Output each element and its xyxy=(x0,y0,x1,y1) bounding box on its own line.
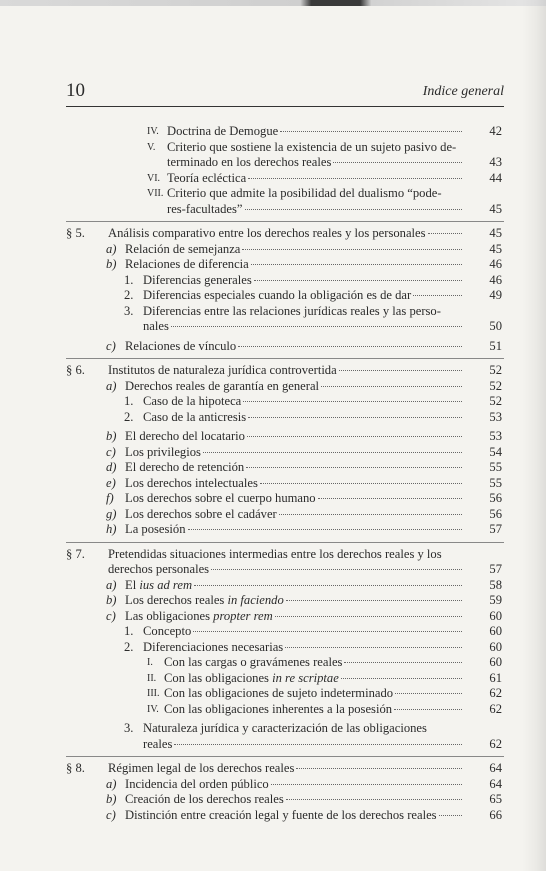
dot-leader xyxy=(238,346,462,347)
toc-entry xyxy=(0,522,546,538)
entry-title xyxy=(125,242,240,258)
entry-page-number: 42 xyxy=(489,124,502,138)
toc-entry xyxy=(0,507,546,523)
entry-marker: II. xyxy=(147,672,157,684)
entry-title-text: Régimen legal de los derechos reales xyxy=(108,761,295,775)
entry-title xyxy=(167,202,243,218)
toc-entry xyxy=(0,140,546,156)
entry-title-latin: propter rem xyxy=(213,608,273,623)
toc-entry xyxy=(0,476,546,492)
entry-marker: f) xyxy=(106,491,114,505)
entry-title xyxy=(167,186,442,202)
toc-entry xyxy=(0,761,546,777)
entry-page-number: 49 xyxy=(489,288,502,302)
toc-entry xyxy=(0,410,546,426)
entry-marker: IV. xyxy=(147,126,159,137)
entry-page-number: 66 xyxy=(489,807,502,822)
toc-entry xyxy=(0,257,546,273)
entry-title xyxy=(167,155,331,171)
entry-title xyxy=(108,562,209,578)
dot-leader xyxy=(246,467,462,468)
entry-title-text: Diferenciaciones necesarias xyxy=(143,639,284,654)
entry-marker: VI. xyxy=(147,172,161,184)
entry-title xyxy=(143,394,241,410)
entry-title xyxy=(125,379,319,395)
entry-title-text: Relaciones de diferencia xyxy=(125,257,249,271)
entry-marker: h) xyxy=(106,522,117,536)
entry-title-latin: in re scriptae xyxy=(272,670,339,685)
entry-page-number: 50 xyxy=(489,319,502,333)
entry-title-text: nales xyxy=(143,319,169,333)
dot-leader xyxy=(333,162,462,163)
entry-title-text: Naturaleza jurídica y caracterización de las obligaciones xyxy=(143,721,427,735)
entry-title-text: terminado en los derechos reales xyxy=(167,155,332,169)
entry-title xyxy=(108,547,442,563)
entry-title-text: Caso de la anticresis xyxy=(143,409,247,424)
entry-title xyxy=(125,339,236,355)
dot-leader xyxy=(243,401,462,402)
entry-title xyxy=(164,655,342,671)
entry-page-number: 54 xyxy=(489,444,502,459)
page-number: 10 xyxy=(66,80,85,101)
dot-leader xyxy=(279,514,462,515)
entry-marker: d) xyxy=(106,460,117,474)
entry-title xyxy=(125,507,277,523)
entry-marker: 1. xyxy=(124,624,134,638)
entry-title-latin: ius ad rem xyxy=(139,577,193,592)
section-divider xyxy=(66,358,504,360)
toc-entry xyxy=(0,792,546,808)
entry-marker: c) xyxy=(106,444,116,459)
dot-leader xyxy=(251,264,462,265)
entry-title xyxy=(108,761,294,777)
entry-title-text: Doctrina de Demogue xyxy=(167,124,279,138)
toc-entry xyxy=(0,202,546,218)
toc-entry xyxy=(0,186,546,202)
entry-title-latin: in faciendo xyxy=(227,593,284,607)
entry-title-text: derechos personales xyxy=(108,562,210,576)
entry-title xyxy=(167,140,456,156)
toc-entry xyxy=(0,363,546,379)
section-number: § 6. xyxy=(66,363,85,377)
entry-title-text: Con las obligaciones xyxy=(164,670,273,685)
entry-marker: 1. xyxy=(124,394,134,408)
entry-page-number: 55 xyxy=(489,460,502,474)
entry-title xyxy=(125,460,244,476)
entry-page-number: 46 xyxy=(489,272,502,287)
dot-leader xyxy=(395,693,462,694)
entry-title xyxy=(164,686,393,702)
toc-entry xyxy=(0,640,546,656)
toc-entry xyxy=(0,702,546,718)
section-divider xyxy=(66,221,504,223)
toc-entry xyxy=(0,578,546,594)
page-header xyxy=(66,80,504,104)
entry-title xyxy=(164,671,339,687)
entry-page-number: 56 xyxy=(489,491,502,505)
dot-leader xyxy=(248,178,462,179)
toc-entry xyxy=(0,737,546,753)
entry-page-number: 62 xyxy=(489,736,502,751)
dot-leader xyxy=(439,815,462,816)
dot-leader xyxy=(428,233,462,234)
entry-title-text: Distinción entre creación legal y fuente de los derechos reales xyxy=(125,807,437,822)
entry-page-number: 57 xyxy=(489,522,502,536)
entry-title xyxy=(143,737,172,753)
entry-page-number: 61 xyxy=(489,670,502,685)
entry-page-number: 65 xyxy=(489,792,502,806)
entry-title-text: Los derechos intelectuales xyxy=(125,475,258,490)
entry-marker: V. xyxy=(147,141,156,153)
entry-title xyxy=(143,624,191,640)
entry-page-number: 45 xyxy=(489,241,502,256)
toc-entry xyxy=(0,721,546,737)
entry-page-number: 60 xyxy=(489,655,502,669)
toc-entry xyxy=(0,460,546,476)
dot-leader xyxy=(339,370,462,371)
entry-page-number: 56 xyxy=(489,506,502,521)
entry-title xyxy=(125,429,245,445)
entry-title xyxy=(108,226,426,242)
dot-leader xyxy=(203,452,462,453)
entry-page-number: 52 xyxy=(489,394,502,408)
entry-title xyxy=(167,124,278,140)
dot-leader xyxy=(194,585,462,586)
entry-title-text: Criterio que admite la posibilidad del dualismo “pode- xyxy=(167,186,442,200)
toc-entry xyxy=(0,226,546,242)
entry-title xyxy=(167,171,246,187)
section-divider xyxy=(66,756,504,758)
entry-marker: 1. xyxy=(124,272,134,287)
entry-marker: a) xyxy=(106,241,117,256)
entry-page-number: 45 xyxy=(489,226,502,240)
entry-marker: VII. xyxy=(147,188,164,199)
dot-leader xyxy=(344,662,462,663)
dot-leader xyxy=(286,600,462,601)
entry-marker: b) xyxy=(106,792,117,806)
entry-title xyxy=(125,257,249,273)
entry-marker: 2. xyxy=(124,409,134,424)
entry-title xyxy=(125,445,201,461)
entry-title xyxy=(164,702,392,718)
section-number: § 5. xyxy=(66,226,85,240)
dot-leader xyxy=(296,768,462,769)
entry-page-number: 64 xyxy=(489,776,502,791)
dot-leader xyxy=(321,386,462,387)
entry-title-text: Incidencia del orden público xyxy=(125,776,269,791)
entry-page-number: 53 xyxy=(489,429,502,443)
entry-page-number: 51 xyxy=(489,338,502,353)
entry-title xyxy=(143,288,411,304)
entry-marker: c) xyxy=(106,807,116,822)
dot-leader xyxy=(242,249,462,250)
dot-leader xyxy=(254,280,462,281)
entry-marker: c) xyxy=(106,608,116,623)
entry-page-number: 55 xyxy=(489,475,502,490)
section-divider xyxy=(66,542,504,544)
entry-title-text: El derecho de retención xyxy=(125,460,245,474)
entry-page-number: 60 xyxy=(489,608,502,623)
entry-page-number: 46 xyxy=(489,257,502,271)
toc-entry xyxy=(0,304,546,320)
entry-title-text: reales xyxy=(143,736,173,751)
entry-title xyxy=(108,363,337,379)
entry-marker: b) xyxy=(106,593,117,607)
toc-entry xyxy=(0,429,546,445)
toc-entry xyxy=(0,593,546,609)
toc-entry xyxy=(0,547,546,563)
toc-entry xyxy=(0,624,546,640)
entry-title-text: Diferencias entre las relaciones jurídicas reales y las perso- xyxy=(143,303,441,318)
entry-page-number: 60 xyxy=(489,624,502,638)
toc-entry xyxy=(0,319,546,335)
toc-entry xyxy=(0,394,546,410)
entry-title-text: Los derechos sobre el cuerpo humano xyxy=(125,491,316,505)
entry-title-text: Con las obligaciones de sujeto indeterminado xyxy=(164,686,394,700)
entry-title xyxy=(143,410,246,426)
entry-title xyxy=(143,640,283,656)
entry-page-number: 45 xyxy=(489,201,502,216)
entry-marker: c) xyxy=(106,338,116,353)
entry-title-text: Institutos de naturaleza jurídica controvertida xyxy=(108,363,337,377)
dot-leader xyxy=(285,647,462,648)
entry-page-number: 62 xyxy=(489,686,502,700)
entry-title-text: Los derechos reales xyxy=(125,593,228,607)
running-title: Indice general xyxy=(422,84,504,99)
entry-title xyxy=(143,304,441,320)
toc-entry xyxy=(0,491,546,507)
entry-marker: 3. xyxy=(124,303,134,318)
header-rule xyxy=(66,106,504,107)
entry-title-text: Análisis comparativo entre los derechos reales y los personales xyxy=(108,226,426,240)
entry-title-text: Derechos reales de garantía en general xyxy=(125,378,320,393)
entry-title xyxy=(125,609,273,625)
entry-title-text: Relaciones de vínculo xyxy=(125,338,237,353)
entry-marker: e) xyxy=(106,475,116,490)
entry-title-text: Las obligaciones xyxy=(125,608,214,623)
dot-leader xyxy=(280,131,462,132)
entry-title xyxy=(125,792,284,808)
entry-marker: a) xyxy=(106,378,117,393)
toc-entry xyxy=(0,379,546,395)
entry-title-text: Relación de semejanza xyxy=(125,241,241,256)
entry-page-number: 59 xyxy=(489,593,502,607)
toc-entry xyxy=(0,155,546,171)
entry-marker: I. xyxy=(147,657,153,668)
entry-page-number: 57 xyxy=(489,562,502,576)
entry-title-text: Concepto xyxy=(143,624,192,638)
entry-title-text: Caso de la hipoteca xyxy=(143,394,242,408)
toc-entry xyxy=(0,562,546,578)
table-of-contents xyxy=(0,124,546,823)
entry-marker: g) xyxy=(106,506,117,521)
toc-entry xyxy=(0,273,546,289)
entry-marker: b) xyxy=(106,257,117,271)
toc-entry xyxy=(0,671,546,687)
section-number: § 8. xyxy=(66,761,85,775)
entry-title-text: Teoría ecléctica xyxy=(167,170,247,185)
entry-title xyxy=(125,476,258,492)
entry-marker: b) xyxy=(106,429,117,443)
entry-title-text: Creación de los derechos reales xyxy=(125,792,284,806)
entry-page-number: 44 xyxy=(489,170,502,185)
entry-title-text: La posesión xyxy=(125,522,186,536)
entry-page-number: 52 xyxy=(489,378,502,393)
dot-leader xyxy=(341,678,462,679)
entry-title xyxy=(125,593,284,609)
entry-marker: a) xyxy=(106,776,117,791)
entry-page-number: 53 xyxy=(489,409,502,424)
entry-marker: 2. xyxy=(124,639,134,654)
entry-page-number: 62 xyxy=(489,701,502,716)
entry-title-text: Pretendidas situaciones intermedias entre los derechos reales y los xyxy=(108,546,442,561)
entry-title-text: Los privilegios xyxy=(125,444,201,459)
entry-title xyxy=(143,721,427,737)
toc-entry xyxy=(0,686,546,702)
dot-leader xyxy=(394,709,462,710)
entry-page-number: 43 xyxy=(489,155,502,169)
entry-title-text: Con las cargas o gravámenes reales xyxy=(164,655,343,669)
entry-marker: III. xyxy=(147,688,160,699)
toc-entry xyxy=(0,808,546,824)
toc-entry xyxy=(0,124,546,140)
entry-marker: 3. xyxy=(124,721,134,735)
dot-leader xyxy=(245,209,462,210)
dot-leader xyxy=(174,744,462,745)
entry-title-text: res-facultades” xyxy=(167,201,243,216)
toc-entry xyxy=(0,655,546,671)
dot-leader xyxy=(413,295,462,296)
dot-leader xyxy=(188,529,462,530)
entry-page-number: 58 xyxy=(489,577,502,592)
section-number: § 7. xyxy=(66,546,85,561)
dot-leader xyxy=(286,799,462,800)
entry-title xyxy=(125,578,192,594)
entry-title-text: El xyxy=(125,577,140,592)
entry-title-text: El derecho del locatario xyxy=(125,429,245,443)
entry-marker: a) xyxy=(106,577,117,592)
entry-title xyxy=(125,777,269,793)
toc-entry xyxy=(0,777,546,793)
entry-page-number: 64 xyxy=(489,761,502,775)
entry-title xyxy=(125,522,186,538)
entry-title-text: Diferencias especiales cuando la obligación es de dar xyxy=(143,288,412,302)
dot-leader xyxy=(318,498,462,499)
entry-title xyxy=(125,491,316,507)
entry-page-number: 60 xyxy=(489,639,502,654)
toc-entry xyxy=(0,288,546,304)
entry-title xyxy=(125,808,437,824)
entry-title-text: Los derechos sobre el cadáver xyxy=(125,506,277,521)
entry-title-text: Con las obligaciones inherentes a la posesión xyxy=(164,701,393,716)
toc-entry xyxy=(0,445,546,461)
entry-title-text: Criterio que sostiene la existencia de un sujeto pasivo de- xyxy=(167,139,457,154)
entry-title xyxy=(143,273,252,289)
dot-leader xyxy=(211,569,462,570)
toc-entry xyxy=(0,609,546,625)
page-top-edge xyxy=(0,0,546,6)
entry-page-number: 52 xyxy=(489,363,502,377)
toc-entry xyxy=(0,242,546,258)
entry-title-text: Diferencias generales xyxy=(143,272,252,287)
dot-leader xyxy=(171,326,462,327)
entry-marker: IV. xyxy=(147,703,159,715)
dot-leader xyxy=(248,417,462,418)
dot-leader xyxy=(271,784,462,785)
toc-entry xyxy=(0,171,546,187)
dot-leader xyxy=(260,483,462,484)
entry-marker: 2. xyxy=(124,288,134,302)
dot-leader xyxy=(193,631,462,632)
toc-entry xyxy=(0,339,546,355)
dot-leader xyxy=(275,616,462,617)
dot-leader xyxy=(247,436,462,437)
entry-title xyxy=(143,319,169,335)
